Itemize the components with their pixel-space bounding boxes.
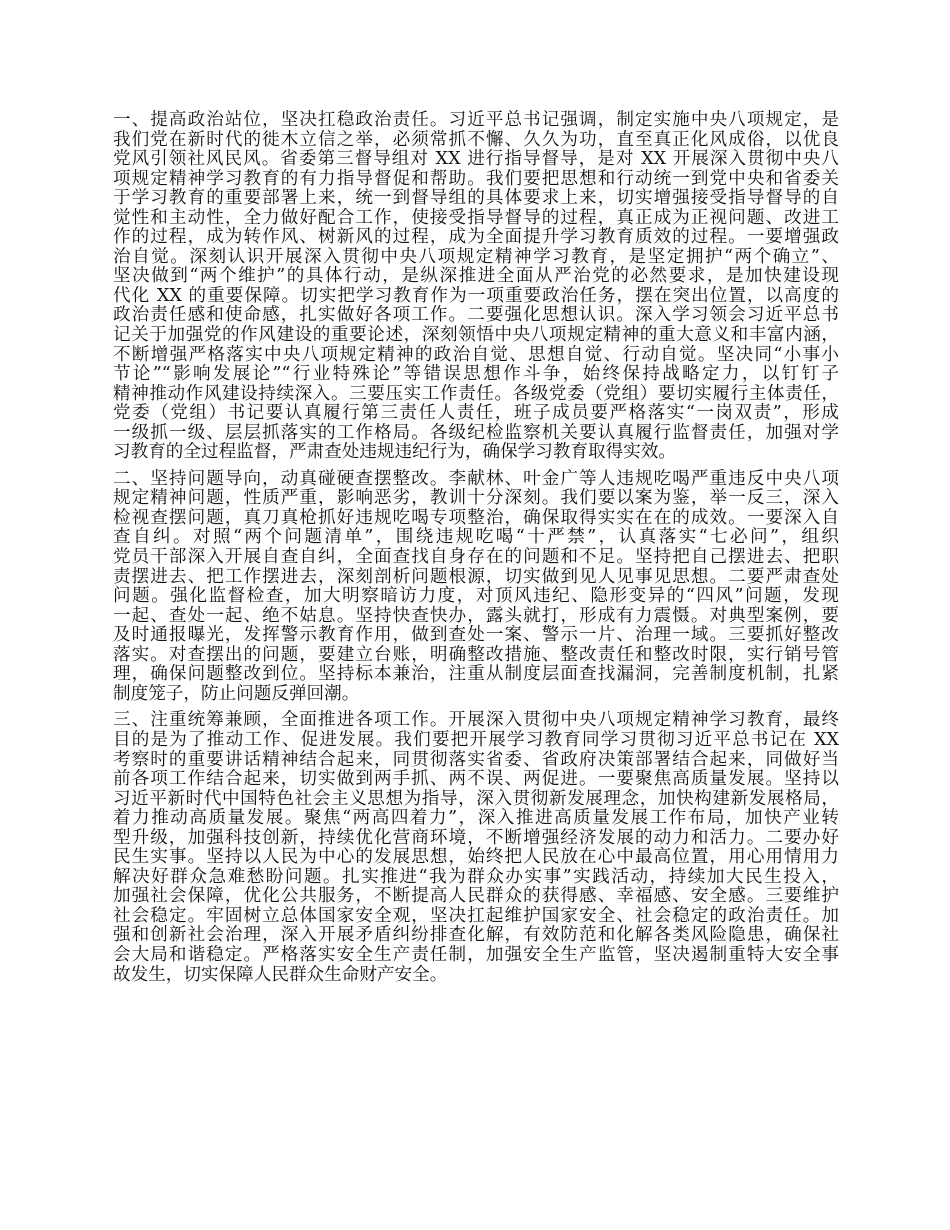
- text-line: 会大局和谐稳定。严格落实安全生产责任制，加强安全生产监管，坚决遏制重特大安全事: [113, 944, 839, 965]
- text-line: 社会稳定。牢固树立总体国家安全观，坚决扛起维护国家安全、社会稳定的政治责任。加: [113, 905, 839, 926]
- text-line: 习近平新时代中国特色社会主义思想为指导，深入贯彻新发展理念，加快构建新发展格局，: [113, 788, 839, 809]
- text-line: 着力推动高质量发展。聚焦“两高四着力”，深入推进高质量发展工作布局，加快产业转: [113, 808, 839, 829]
- text-line: 前各项工作结合起来，切实做到两手抓、两不误、两促进。一要聚焦高质量发展。坚持以: [113, 769, 839, 790]
- text-line: 二、坚持问题导向，动真碰硬查摆整改。李献林、叶金广等人违规吃喝严重违反中央八项: [113, 468, 839, 489]
- text-line: 民生实事。坚持以人民为中心的发展思想，始终把人民放在心中最高位置，用心用情用力: [113, 847, 839, 868]
- text-line: 于学习教育的重要部署上来，统一到督导组的具体要求上来，切实增强接受指导督导的自: [113, 188, 839, 209]
- text-line: 规定精神问题，性质严重，影响恶劣，教训十分深刻。我们要以案为鉴，举一反三，深入: [113, 488, 839, 509]
- text-line: 代化 XX 的重要保障。切实把学习教育作为一项重要政治任务，摆在突出位置，以高度的: [113, 285, 839, 306]
- text-line: 一级抓一级、层层抓落实的工作格局。各级纪检监察机关要认真履行监督责任，加强对学: [113, 422, 839, 443]
- text-line: 检视查摆问题，真刀真枪抓好违规吃喝专项整治，确保取得实实在在的成效。一要深入自: [113, 507, 839, 528]
- text-line: 理，确保问题整改到位。坚持标本兼治，注重从制度层面查找漏洞，完善制度机制，扎紧: [113, 664, 839, 685]
- text-line: 项规定精神学习教育的有力指导督促和帮助。我们要把思想和行动统一到党中央和省委关: [113, 168, 839, 189]
- text-line: 目的是为了推动工作、促进发展。我们要把开展学习教育同学习贯彻习近平总书记在 XX: [113, 729, 839, 750]
- text-line: 一、提高政治站位，坚决扛稳政治责任。习近平总书记强调，制定实施中央八项规定，是: [113, 110, 839, 130]
- text-line: 考察时的重要讲话精神结合起来，同贯彻落实省委、省政府决策部署结合起来，同做好当: [113, 749, 839, 770]
- text-line: 治自觉。深刻认识开展深入贯彻中央八项规定精神学习教育，是坚定拥护“两个确立”、: [113, 246, 839, 267]
- paragraph-3-overall-planning: [113, 711, 839, 985]
- text-line: 坚决做到“两个维护”的具体行动，是纵深推进全面从严治党的必然要求，是加快建设现: [113, 266, 839, 287]
- text-line: 习教育的全过程监督，严肃查处违规违纪行为，确保学习教育取得实效。: [113, 442, 677, 463]
- text-line: 不断增强严格落实中央八项规定精神的政治自觉、思想自觉、行动自觉。坚决同“小事小: [113, 344, 839, 365]
- text-line: 制度笼子，防止问题反弹回潮。: [113, 683, 360, 704]
- text-line: 问题。强化监督检查，加大明察暗访力度，对顶风违纪、隐形变异的“四风”问题，发现: [113, 586, 839, 607]
- text-line: 政治责任感和使命感，扎实做好各项工作。二要强化思想认识。深入学习领会习近平总书: [113, 305, 839, 326]
- text-line: 节论”“影响发展论”“行业特殊论”等错误思想作斗争，始终保持战略定力，以钉钉子: [113, 364, 839, 385]
- text-line: 作的过程，成为转作风、树新风的过程，成为全面提升学习教育质效的过程。一要增强政: [113, 227, 839, 248]
- text-line: 党员干部深入开展自查自纠，全面查找自身存在的问题和不足。坚持把自己摆进去、把职: [113, 547, 839, 568]
- text-line: 我们党在新时代的徙木立信之举，必须常抓不懈、久久为功，直至真正化风成俗，以优良: [113, 129, 839, 150]
- paragraph-2-problem-orientation: [113, 470, 839, 705]
- text-line: 觉性和主动性，全力做好配合工作，使接受指导督导的过程，真正成为正视问题、改进工: [113, 207, 839, 228]
- text-line: 落实。对查摆出的问题，要建立台账，明确整改措施、整改责任和整改时限，实行销号管: [113, 644, 839, 665]
- text-line: 党委（党组）书记要认真履行第三责任人责任，班子成员要严格落实“一岗双责”，形成: [113, 403, 839, 424]
- paragraph-1-political-stance: [113, 111, 839, 463]
- document-body: [113, 111, 839, 992]
- text-line: 及时通报曝光，发挥警示教育作用，做到查处一案、警示一片、治理一域。三要抓好整改: [113, 625, 839, 646]
- text-line: 加强社会保障，优化公共服务，不断提高人民群众的获得感、幸福感、安全感。三要维护: [113, 886, 839, 907]
- text-line: 查自纠。对照“两个问题清单”，围绕违规吃喝“十严禁”，认真落实“七必问”，组织: [113, 527, 839, 548]
- text-line: 解决好群众急难愁盼问题。扎实推进“我为群众办实事”实践活动，持续加大民生投入，: [113, 866, 839, 887]
- text-line: 一起、查处一起、绝不姑息。坚持快查快办，露头就打，形成有力震慑。对典型案例，要: [113, 605, 839, 626]
- text-line: 三、注重统筹兼顾，全面推进各项工作。开展深入贯彻中央八项规定精神学习教育，最终: [113, 710, 839, 731]
- text-line: 故发生，切实保障人民群众生命财产安全。: [113, 964, 448, 985]
- text-line: 党风引领社风民风。省委第三督导组对 XX 进行指导督导，是对 XX 开展深入贯彻中央八: [113, 149, 839, 170]
- text-line: 记关于加强党的作风建设的重要论述，深刻领悟中央八项规定精神的重大意义和丰富内涵，: [113, 325, 839, 346]
- text-line: 责摆进去、把工作摆进去，深刻剖析问题根源，切实做到见人见事见思想。二要严肃查处: [113, 566, 839, 587]
- text-line: 强和创新社会治理，深入开展矛盾纠纷排查化解，有效防范和化解各类风险隐患，确保社: [113, 925, 839, 946]
- text-line: 型升级，加强科技创新，持续优化营商环境，不断增强经济发展的动力和活力。二要办好: [113, 827, 839, 848]
- text-line: 精神推动作风建设持续深入。三要压实工作责任。各级党委（党组）要切实履行主体责任，: [113, 383, 839, 404]
